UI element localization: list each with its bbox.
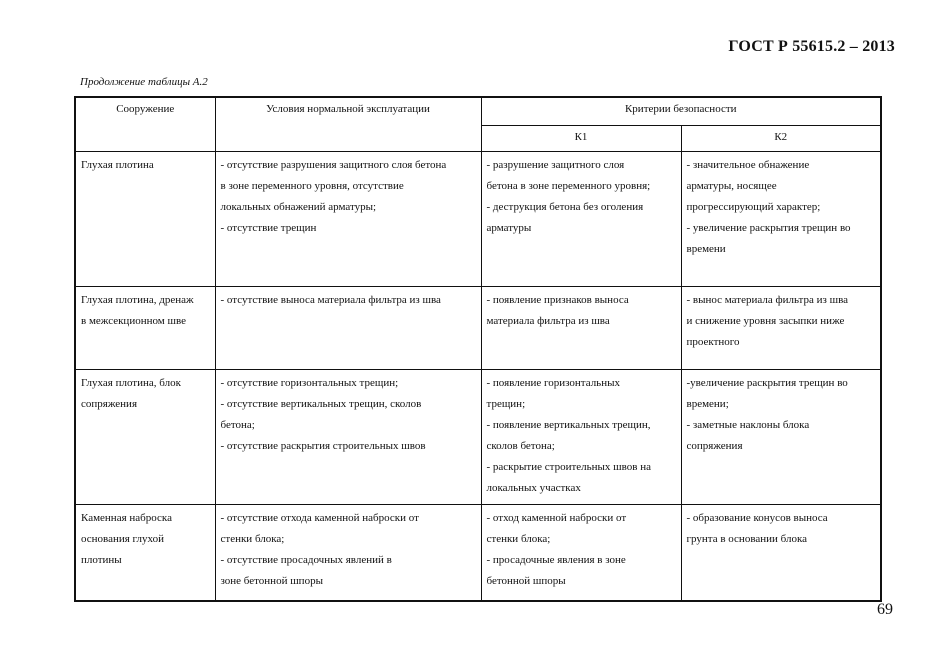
cell-text-line: - отсутствие вертикальных трещин, сколов bbox=[220, 398, 422, 410]
document-code: ГОСТ Р 55615.2 – 2013 bbox=[728, 38, 895, 55]
column-header-k1: К1 bbox=[481, 126, 681, 152]
cell-text-line: стенки блока; bbox=[220, 533, 285, 545]
cell-text-line: - деструкция бетона без оголения bbox=[486, 201, 644, 213]
cell-text-line: времени bbox=[686, 243, 726, 255]
cell-text-line: Каменная наброска bbox=[81, 512, 172, 524]
table-cell-k2 bbox=[681, 287, 881, 370]
table-cell-k2 bbox=[681, 370, 881, 505]
table-body bbox=[75, 152, 881, 602]
cell-text-line: сопряжения bbox=[686, 440, 743, 452]
cell-text-line: - образование конусов выноса bbox=[686, 512, 828, 524]
cell-text-line: - появление признаков выноса bbox=[486, 294, 629, 306]
table-cell-k1 bbox=[481, 287, 681, 370]
table-row bbox=[75, 287, 881, 370]
cell-text-line: трещин; bbox=[486, 398, 526, 410]
table-row bbox=[75, 152, 881, 287]
table-cell-k1 bbox=[481, 152, 681, 287]
table-cell-normal bbox=[215, 287, 481, 370]
table-cell-structure bbox=[75, 152, 215, 287]
cell-text-line: - отсутствие горизонтальных трещин; bbox=[220, 377, 399, 389]
cell-text-line: - отсутствие выноса материала фильтра из шва bbox=[220, 294, 441, 306]
column-header-k2: К2 bbox=[681, 126, 881, 152]
table-cell-structure bbox=[75, 370, 215, 505]
cell-text-line: - отсутствие просадочных явлений в bbox=[220, 554, 392, 566]
cell-text-line: материала фильтра из шва bbox=[486, 315, 610, 327]
cell-text-line: сопряжения bbox=[81, 398, 137, 410]
table-cell-k1 bbox=[481, 370, 681, 505]
cell-text-line: - разрушение защитного слоя bbox=[486, 159, 625, 171]
cell-text-line: Глухая плотина, дренаж bbox=[81, 294, 194, 306]
page-number: 69 bbox=[877, 601, 893, 618]
table-cell-structure bbox=[75, 505, 215, 602]
cell-text-line: арматуры, носящее bbox=[686, 180, 777, 192]
cell-text-line: - вынос материала фильтра из шва bbox=[686, 294, 849, 306]
table-cell-k1 bbox=[481, 505, 681, 602]
table-cell-k2 bbox=[681, 505, 881, 602]
cell-text-line: и снижение уровня засыпки ниже bbox=[686, 315, 845, 327]
cell-text-line: плотины bbox=[81, 554, 122, 566]
cell-text-line: времени; bbox=[686, 398, 729, 410]
safety-criteria-table bbox=[74, 96, 882, 602]
cell-text-line: стенки блока; bbox=[486, 533, 551, 545]
cell-text-line: арматуры bbox=[486, 222, 532, 234]
cell-text-line: - раскрытие строительных швов на bbox=[486, 461, 651, 473]
cell-text-line: бетонной шпоры bbox=[486, 575, 566, 587]
cell-text-line: Глухая плотина bbox=[81, 159, 154, 171]
table-header-row bbox=[75, 97, 881, 126]
cell-text-line: - отсутствие отхода каменной наброски от bbox=[220, 512, 419, 524]
table-caption: Продолжение таблицы А.2 bbox=[80, 76, 208, 88]
cell-text-line: основания глухой bbox=[81, 533, 164, 545]
cell-text-line: - заметные наклоны блока bbox=[686, 419, 810, 431]
cell-text-line: - значительное обнажение bbox=[686, 159, 810, 171]
table-cell-k2 bbox=[681, 152, 881, 287]
cell-text-line: - отсутствие разрушения защитного слоя бетона bbox=[220, 159, 447, 171]
cell-text-line: - отсутствие раскрытия строительных швов bbox=[220, 440, 426, 452]
cell-text-line: - просадочные явления в зоне bbox=[486, 554, 626, 566]
cell-text-line: прогрессирующий характер; bbox=[686, 201, 821, 213]
cell-text-line: - появление горизонтальных bbox=[486, 377, 620, 389]
cell-text-line: -увеличение раскрытия трещин во bbox=[686, 377, 848, 389]
cell-text-line: в зоне переменного уровня, отсутствие bbox=[220, 180, 404, 192]
cell-text-line: - увеличение раскрытия трещин во bbox=[686, 222, 851, 234]
cell-text-line: бетона; bbox=[220, 419, 255, 431]
column-header-normal-operation: Условия нормальной эксплуатации bbox=[215, 97, 481, 152]
cell-text-line: - отход каменной наброски от bbox=[486, 512, 627, 524]
cell-text-line: грунта в основании блока bbox=[686, 533, 808, 545]
cell-text-line: - появление вертикальных трещин, bbox=[486, 419, 651, 431]
table-cell-normal bbox=[215, 505, 481, 602]
cell-text-line: - отсутствие трещин bbox=[220, 222, 317, 234]
cell-text-line: зоне бетонной шпоры bbox=[220, 575, 323, 587]
table-row bbox=[75, 370, 881, 505]
cell-text-line: сколов бетона; bbox=[486, 440, 555, 452]
table-cell-normal bbox=[215, 370, 481, 505]
table-cell-structure bbox=[75, 287, 215, 370]
cell-text-line: локальных обнажений арматуры; bbox=[220, 201, 377, 213]
column-header-safety-criteria: Критерии безопасности bbox=[481, 97, 881, 126]
cell-text-line: Глухая плотина, блок bbox=[81, 377, 181, 389]
cell-text-line: локальных участках bbox=[486, 482, 581, 494]
cell-text-line: в межсекционном шве bbox=[81, 315, 186, 327]
table-cell-normal bbox=[215, 152, 481, 287]
column-header-structure: Сооружение bbox=[75, 97, 215, 152]
cell-text-line: проектного bbox=[686, 336, 740, 348]
table-row bbox=[75, 505, 881, 602]
cell-text-line: бетона в зоне переменного уровня; bbox=[486, 180, 651, 192]
